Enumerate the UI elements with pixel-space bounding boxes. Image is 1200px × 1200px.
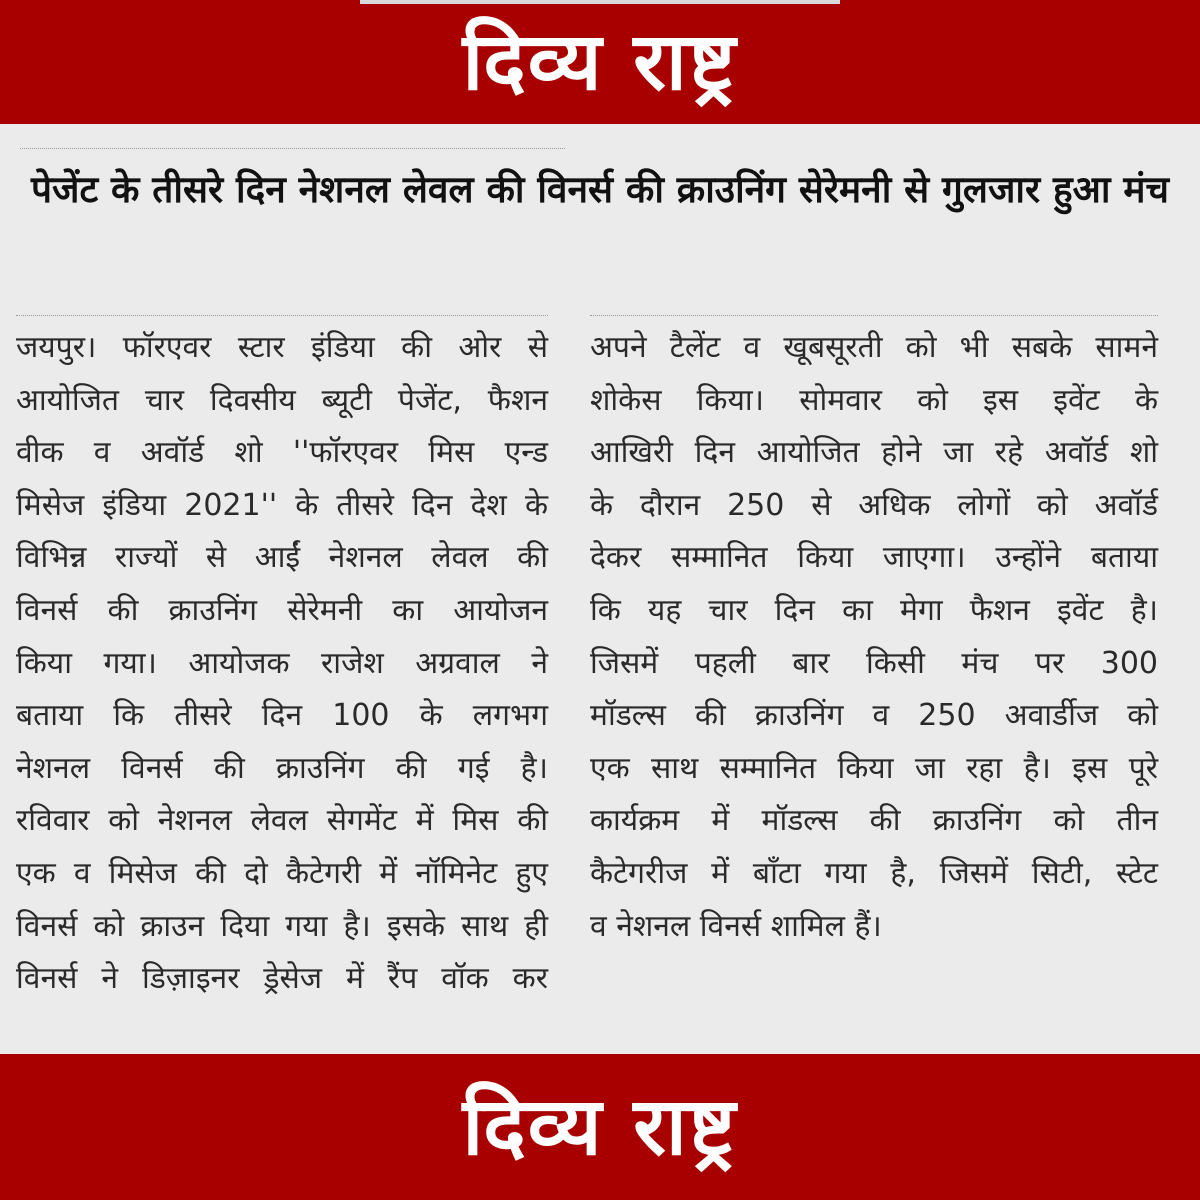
body-line: किया गया। आयोजक राजेश अग्रवाल ने	[16, 645, 548, 681]
body-line: कार्यक्रम में मॉडल्स की क्राउनिंग को तीन	[590, 803, 1158, 839]
body-line: विनर्स ने डिज़ाइनर ड्रेसेज में रैंप वॉक कर	[16, 961, 548, 997]
body-line: वीक व अवॉर्ड शो ''फॉरएवर मिस एन्ड	[16, 435, 548, 471]
headline-divider	[20, 148, 565, 149]
body-line: जिसमें पहली बार किसी मंच पर 300	[590, 645, 1158, 681]
body-line: रविवार को नेशनल लेवल सेगमेंट में मिस की	[16, 803, 548, 839]
body-line: एक व मिसेज की दो कैटेगरी में नॉमिनेट हुए	[16, 855, 548, 891]
article-headline: पेजेंट के तीसरे दिन नेशनल लेवल की विनर्स की क्राउनिंग सेरेमनी से गुलजार हुआ मंच	[30, 168, 1169, 211]
body-line: आखिरी दिन आयोजित होने जा रहे अवॉर्ड शो	[590, 435, 1158, 471]
body-line: कैटेगरीज में बाँटा गया है, जिसमें सिटी, स्टेट	[590, 855, 1158, 891]
left-column-divider	[16, 315, 548, 316]
body-line: बताया कि तीसरे दिन 100 के लगभग	[16, 698, 548, 734]
masthead-title-top: दिव्य राष्ट्र	[462, 15, 738, 108]
body-line: के दौरान 250 से अधिक लोगों को अवॉर्ड	[590, 487, 1158, 523]
body-line: देकर सम्मानित किया जाएगा। उन्होंने बताया	[590, 540, 1158, 576]
body-line: नेशनल विनर्स की क्राउनिंग की गई है।	[16, 750, 548, 786]
body-line: विभिन्न राज्यों से आईं नेशनल लेवल की	[16, 540, 548, 576]
body-line: आयोजित चार दिवसीय ब्यूटी पेजेंट, फैशन	[16, 382, 548, 418]
top-divider	[360, 0, 840, 4]
article-body-left-column	[16, 322, 548, 1006]
body-line: व नेशनल विनर्स शामिल हैं।	[590, 908, 882, 944]
masthead-bottom	[0, 1054, 1200, 1200]
body-line: विनर्स को क्राउन दिया गया है। इसके साथ ही	[16, 908, 548, 944]
body-line: शोकेस किया। सोमवार को इस इवेंट के	[590, 382, 1158, 418]
masthead-title-bottom: दिव्य राष्ट्र	[462, 1080, 738, 1173]
body-line: विनर्स की क्राउनिंग सेरेमनी का आयोजन	[16, 592, 548, 628]
body-line: कि यह चार दिन का मेगा फैशन इवेंट है।	[590, 592, 1158, 628]
body-line: मॉडल्स की क्राउनिंग व 250 अवार्डीज को	[590, 698, 1158, 734]
body-line: एक साथ सम्मानित किया जा रहा है। इस पूरे	[590, 750, 1158, 786]
masthead-top	[0, 0, 1200, 124]
article-body-right-column	[590, 322, 1158, 953]
body-line: जयपुर। फॉरएवर स्टार इंडिया की ओर से	[16, 330, 548, 365]
right-column-divider	[590, 315, 1158, 316]
body-line: मिसेज इंडिया 2021'' के तीसरे दिन देश के	[16, 487, 548, 523]
body-line: अपने टैलेंट व खूबसूरती को भी सबके सामने	[590, 330, 1158, 365]
